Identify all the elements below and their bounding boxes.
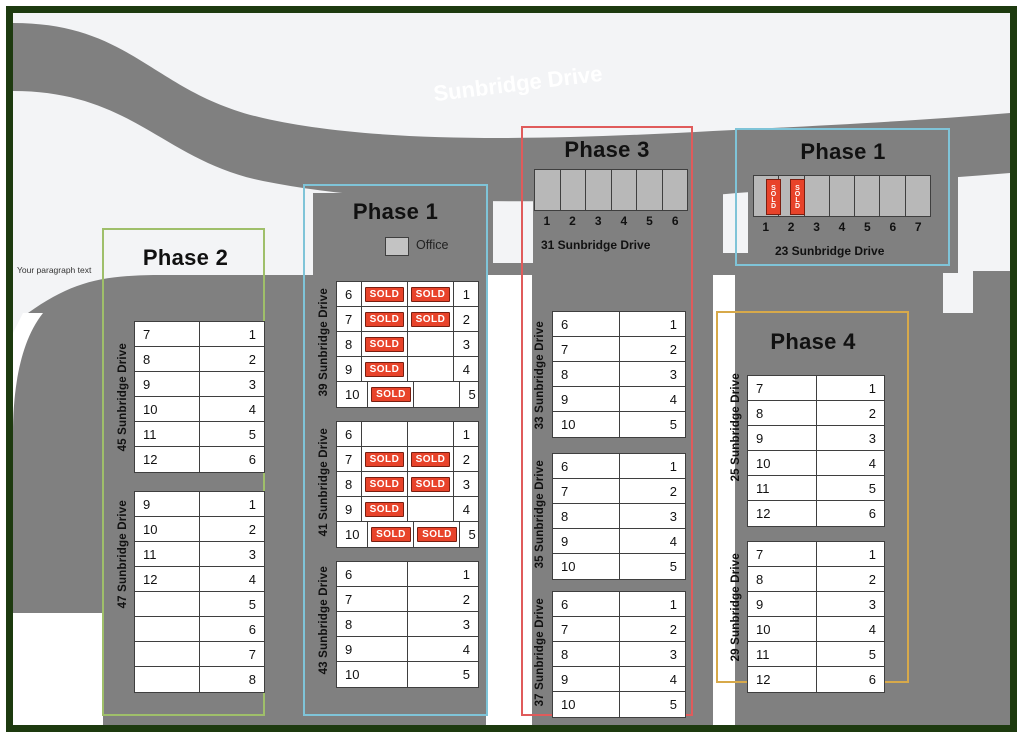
lot-row[interactable]	[337, 282, 478, 307]
lot-number-right: 5	[468, 527, 476, 542]
lot-number-right: 2	[868, 571, 876, 587]
sold-badge: SOLD	[365, 287, 405, 302]
lot-number-right: 2	[462, 451, 470, 467]
lot-block-25	[747, 375, 885, 527]
lot-status-left	[362, 307, 408, 331]
lot-row[interactable]	[337, 382, 478, 407]
lot-number-left: 7	[337, 307, 362, 331]
lot-number-right: 1	[462, 426, 470, 442]
lot-number-left: 8	[748, 401, 817, 425]
lot-number-right: 1	[868, 380, 876, 396]
phase-1-right-unit-numbers	[753, 220, 931, 234]
lot-number-left: 10	[748, 617, 817, 641]
lot-number-right: 4	[248, 571, 256, 587]
lot-number-left: 10	[553, 692, 620, 717]
phase-1-left-title: Phase 1	[352, 199, 439, 224]
lot-number-right: 6	[248, 452, 256, 467]
lot-block-29	[747, 541, 885, 693]
lot-row[interactable]	[748, 451, 884, 476]
lot-number-right: 1	[669, 316, 677, 332]
lot-number-right: 3	[248, 376, 256, 392]
lot-row[interactable]	[553, 617, 685, 642]
garage-bay-number: 7	[914, 220, 922, 234]
lot-block-41	[336, 421, 479, 548]
lot-number-right: 5	[868, 480, 876, 496]
lot-number-left: 11	[748, 476, 817, 500]
lot-row[interactable]	[337, 522, 478, 547]
lot-number-right: 4	[462, 641, 470, 657]
garage-bay[interactable]	[830, 176, 855, 216]
lot-number-right: 4	[669, 533, 677, 549]
lot-row[interactable]	[553, 529, 685, 554]
lot-number-left: 9	[337, 497, 362, 521]
lot-row[interactable]	[337, 497, 478, 522]
garage-bay[interactable]	[663, 170, 688, 210]
lot-number-right: 5	[669, 417, 677, 432]
lot-number-right: 3	[462, 336, 470, 352]
lot-number-left: 10	[553, 412, 620, 437]
lot-number-right: 1	[248, 326, 256, 342]
lot-row[interactable]	[553, 667, 685, 692]
lot-number-left: 8	[553, 362, 620, 386]
lot-number-right: 8	[248, 672, 256, 687]
lot-row[interactable]	[748, 501, 884, 526]
lot-number-left: 9	[135, 372, 200, 396]
garage-bay-number: 5	[864, 220, 871, 234]
address-23-label: 23 Sunbridge Drive	[775, 244, 885, 258]
lot-number-left: 7	[135, 322, 200, 346]
lot-number-right: 4	[248, 401, 256, 417]
lot-row[interactable]	[337, 562, 478, 587]
lot-number-left: 11	[135, 422, 200, 446]
lot-status-right	[408, 422, 454, 446]
lot-number-right: 2	[248, 521, 256, 537]
lot-number-right: 1	[462, 566, 470, 582]
lot-block-33	[552, 311, 686, 438]
garage-bay-number: 3	[813, 220, 820, 234]
lot-status-left	[362, 447, 408, 471]
garage-bay-number: 1	[543, 214, 551, 228]
lot-number-left: 8	[337, 472, 362, 496]
lot-number-right: 5	[462, 667, 470, 682]
lot-number-right: 5	[248, 426, 256, 442]
lot-number-left: 10	[553, 554, 620, 579]
lot-number-left	[135, 617, 200, 641]
lot-number-left	[135, 592, 200, 616]
lot-number-left: 8	[553, 504, 620, 528]
lot-number-left: 8	[337, 332, 362, 356]
lot-number-left: 8	[135, 347, 200, 371]
lot-number-left: 6	[553, 592, 620, 616]
lot-number-left: 10	[337, 382, 368, 407]
lot-row[interactable]	[337, 587, 478, 612]
lot-row[interactable]	[553, 479, 685, 504]
lot-status-right	[408, 497, 454, 521]
lot-number-left: 7	[748, 376, 817, 400]
lot-status-left	[362, 357, 408, 381]
lot-status-left	[362, 472, 408, 496]
lot-row[interactable]	[135, 322, 264, 347]
lot-number-left: 10	[135, 517, 200, 541]
lot-number-right: 3	[248, 546, 256, 562]
garage-bay[interactable]	[906, 176, 930, 216]
lot-number-left: 12	[748, 501, 817, 526]
garage-bay[interactable]	[880, 176, 905, 216]
lot-status-right	[408, 472, 454, 496]
lot-row[interactable]	[337, 472, 478, 497]
lot-status-right	[408, 282, 454, 306]
lot-number-right: 2	[868, 405, 876, 421]
lot-number-right: 3	[669, 366, 677, 382]
lot-row[interactable]	[553, 412, 685, 437]
plan-canvas	[13, 13, 1010, 725]
lot-number-right: 1	[868, 546, 876, 562]
lot-status-left	[368, 522, 414, 547]
lot-block-47	[134, 491, 265, 693]
lot-row[interactable]	[337, 612, 478, 637]
sold-badge: SOLD	[411, 452, 451, 467]
lot-number-left: 9	[337, 357, 362, 381]
address-35-label: 35 Sunbridge Drive	[534, 460, 546, 569]
lot-number-right: 4	[868, 455, 876, 471]
lot-number-right: 5	[868, 646, 876, 662]
lot-row[interactable]	[135, 542, 264, 567]
garage-bay-number: 3	[594, 214, 602, 228]
lot-row[interactable]	[135, 592, 264, 617]
lot-status-right	[414, 522, 460, 547]
paragraph-note: Your paragraph text	[17, 265, 92, 275]
phase-3-title: Phase 3	[564, 137, 650, 162]
lot-number-right: 3	[462, 476, 470, 492]
lot-number-left: 11	[748, 642, 817, 666]
lot-row[interactable]	[135, 347, 264, 372]
lot-number-left: 7	[553, 617, 620, 641]
lot-number-left: 9	[553, 387, 620, 411]
lot-row[interactable]	[135, 667, 264, 692]
lot-status-right	[414, 382, 460, 407]
lot-number-right: 7	[248, 646, 256, 662]
garage-bay[interactable]	[612, 170, 638, 210]
lot-number-left: 6	[337, 282, 362, 306]
lot-number-right: 2	[462, 311, 470, 327]
lot-number-right: 4	[669, 671, 677, 687]
lot-number-right: 4	[868, 621, 876, 637]
lot-number-right: 2	[669, 341, 677, 357]
phase-1-right-title: Phase 1	[800, 139, 886, 164]
lot-number-left: 6	[337, 422, 362, 446]
lot-number-left: 7	[748, 542, 817, 566]
address-39-label: 39 Sunbridge Drive	[318, 288, 330, 397]
lot-number-left: 8	[748, 567, 817, 591]
lot-number-left: 10	[337, 522, 368, 547]
lot-row[interactable]	[337, 447, 478, 472]
garage-bay[interactable]	[535, 170, 561, 210]
office-label: Office	[416, 238, 449, 252]
lot-row[interactable]	[135, 492, 264, 517]
lot-number-left: 7	[553, 337, 620, 361]
address-41-label: 41 Sunbridge Drive	[318, 428, 330, 537]
lot-number-left: 9	[748, 426, 817, 450]
lot-row[interactable]	[748, 617, 884, 642]
lot-number-right: 1	[248, 496, 256, 512]
lot-row[interactable]	[748, 426, 884, 451]
lot-number-right: 3	[462, 616, 470, 632]
sold-badge: SOLD	[365, 477, 405, 492]
lot-row[interactable]	[337, 637, 478, 662]
address-47-label: 47 Sunbridge Drive	[117, 500, 129, 609]
lot-row[interactable]	[135, 567, 264, 592]
sold-badge: SOLD	[417, 527, 457, 542]
garage-bay-number: 4	[620, 214, 628, 228]
lot-number-left: 9	[553, 667, 620, 691]
lot-number-right: 5	[468, 387, 476, 402]
lot-number-right: 4	[462, 501, 470, 517]
lot-number-left: 9	[748, 592, 817, 616]
lot-number-left: 12	[748, 667, 817, 692]
lot-status-left	[368, 382, 414, 407]
sold-badge: SOLD	[365, 362, 405, 377]
lot-number-right: 2	[669, 621, 677, 637]
lot-number-right: 3	[669, 508, 677, 524]
lot-row[interactable]	[135, 372, 264, 397]
garage-bay[interactable]	[561, 170, 587, 210]
lot-block-37	[552, 591, 686, 718]
address-25-label: 25 Sunbridge Drive	[730, 373, 742, 482]
address-45-label: 45 Sunbridge Drive	[117, 343, 129, 452]
lot-row[interactable]	[553, 454, 685, 479]
lot-number-left: 10	[748, 451, 817, 475]
phase-3-garage-strip	[534, 169, 688, 211]
garage-bay-number: 6	[889, 220, 897, 234]
lot-block-39	[336, 281, 479, 408]
garage-bay-number: 2	[569, 214, 576, 228]
lot-row[interactable]	[135, 447, 264, 472]
unit-1-sold-badge: SOLD	[766, 179, 781, 215]
garage-bay-number: 6	[671, 214, 679, 228]
lot-status-right	[408, 447, 454, 471]
sold-badge: SOLD	[411, 477, 451, 492]
address-33-label: 33 Sunbridge Drive	[534, 321, 546, 430]
lot-number-left: 9	[553, 529, 620, 553]
address-29-label: 29 Sunbridge Drive	[730, 553, 742, 662]
garage-bay-number: 1	[762, 220, 770, 234]
lot-number-right: 2	[248, 351, 256, 367]
lot-row[interactable]	[553, 387, 685, 412]
lot-row[interactable]	[748, 592, 884, 617]
garage-bay-number: 5	[646, 214, 653, 228]
lot-row[interactable]	[553, 504, 685, 529]
garage-bay[interactable]	[855, 176, 880, 216]
lot-row[interactable]	[748, 542, 884, 567]
lot-number-right: 3	[868, 596, 876, 612]
lot-number-right: 6	[248, 621, 256, 637]
lot-row[interactable]	[748, 567, 884, 592]
lot-row[interactable]	[553, 642, 685, 667]
phase-2-title: Phase 2	[142, 245, 229, 270]
sold-badge: SOLD	[365, 337, 405, 352]
lot-row[interactable]	[135, 617, 264, 642]
lot-number-right: 6	[868, 506, 876, 521]
lot-block-35	[552, 453, 686, 580]
phase-3-unit-numbers	[534, 214, 688, 228]
lot-row[interactable]	[135, 517, 264, 542]
lot-row[interactable]	[553, 312, 685, 337]
lot-number-right: 2	[462, 591, 470, 607]
lot-status-right	[408, 332, 454, 356]
lot-number-left: 7	[553, 479, 620, 503]
lot-status-left	[362, 282, 408, 306]
lot-row[interactable]	[748, 476, 884, 501]
sold-badge: SOLD	[371, 387, 411, 402]
lot-block-43	[336, 561, 479, 688]
lot-number-left: 12	[135, 447, 200, 472]
lot-number-left: 8	[553, 642, 620, 666]
lot-row[interactable]	[553, 337, 685, 362]
lot-number-right: 4	[462, 361, 470, 377]
lot-number-left	[135, 642, 200, 666]
lot-row[interactable]	[553, 692, 685, 717]
sold-badge: SOLD	[411, 312, 451, 327]
lot-row[interactable]	[748, 401, 884, 426]
lot-number-right: 4	[669, 391, 677, 407]
lot-number-right: 1	[669, 458, 677, 474]
lot-row[interactable]	[337, 422, 478, 447]
lot-row[interactable]	[748, 376, 884, 401]
garage-bay-number: 4	[838, 220, 846, 234]
lot-row[interactable]	[748, 667, 884, 692]
lot-number-left: 7	[337, 447, 362, 471]
garage-bay[interactable]	[586, 170, 612, 210]
garage-bay[interactable]	[805, 176, 830, 216]
lot-number-left: 11	[135, 542, 200, 566]
phase-4-title: Phase 4	[770, 329, 856, 354]
lot-number-right: 3	[669, 646, 677, 662]
lot-status-left	[362, 332, 408, 356]
lot-row[interactable]	[553, 362, 685, 387]
address-31-label: 31 Sunbridge Drive	[541, 238, 651, 252]
lot-number-right: 3	[868, 430, 876, 446]
lot-status-left	[362, 422, 408, 446]
lot-number-left: 7	[337, 587, 408, 611]
lot-status-left	[362, 497, 408, 521]
address-37-label: 37 Sunbridge Drive	[534, 598, 546, 707]
road-label-sunbridge-drive: Sunbridge Drive	[432, 60, 604, 107]
lot-number-left: 6	[337, 562, 408, 586]
lot-number-left: 9	[135, 492, 200, 516]
lot-number-left: 6	[553, 312, 620, 336]
lot-row[interactable]	[337, 307, 478, 332]
lot-row[interactable]	[337, 332, 478, 357]
lot-number-left	[135, 667, 200, 692]
lot-number-right: 5	[669, 559, 677, 574]
lot-row[interactable]	[135, 422, 264, 447]
lot-status-right	[408, 307, 454, 331]
garage-bay-number: 2	[787, 220, 795, 234]
lot-number-right: 1	[462, 286, 470, 302]
lot-number-left: 9	[337, 637, 408, 661]
address-43-label: 43 Sunbridge Drive	[318, 566, 330, 675]
lot-number-left: 10	[135, 397, 200, 421]
lot-number-left: 6	[553, 454, 620, 478]
sold-badge: SOLD	[411, 287, 451, 302]
lot-row[interactable]	[553, 554, 685, 579]
lot-row[interactable]	[135, 642, 264, 667]
sold-badge: SOLD	[365, 452, 405, 467]
garage-bay[interactable]	[637, 170, 663, 210]
lot-status-right	[408, 357, 454, 381]
lot-row[interactable]	[748, 642, 884, 667]
lot-number-right: 5	[669, 697, 677, 712]
lot-number-left: 8	[337, 612, 408, 636]
sold-badge: SOLD	[371, 527, 411, 542]
lot-row[interactable]	[135, 397, 264, 422]
sold-badge: SOLD	[365, 502, 405, 517]
lot-number-right: 1	[669, 596, 677, 612]
lot-number-right: 6	[868, 672, 876, 687]
lot-row[interactable]	[337, 662, 478, 687]
lot-number-right: 5	[248, 596, 256, 612]
sold-badge: SOLD	[365, 312, 405, 327]
office-swatch	[385, 237, 409, 256]
lot-block-45	[134, 321, 265, 473]
lot-row[interactable]	[337, 357, 478, 382]
unit-2-sold-badge: SOLD	[790, 179, 805, 215]
lot-row[interactable]	[553, 592, 685, 617]
lot-number-left: 10	[337, 662, 408, 687]
lot-number-left: 12	[135, 567, 200, 591]
lot-number-right: 2	[669, 483, 677, 499]
